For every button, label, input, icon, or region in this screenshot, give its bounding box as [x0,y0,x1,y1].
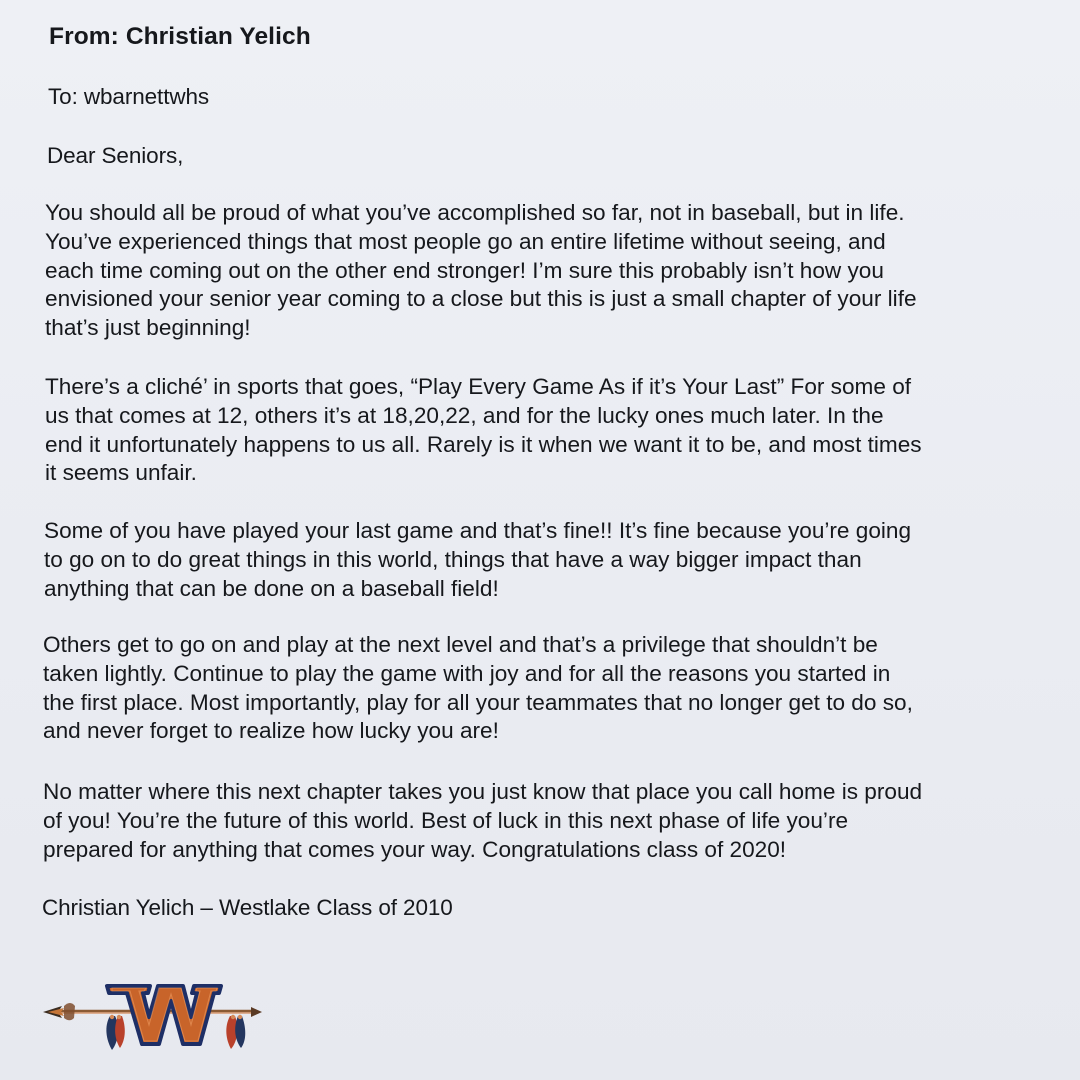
paragraph-line: it seems unfair. [45,460,197,486]
letter-paragraph-1 [45,199,917,343]
paragraph-line: Some of you have played your last game and that’s fine!! It’s fine because you’re going [44,518,912,543]
letter-to: To: wbarnettwhs [48,84,210,109]
paragraph-line: envisioned your senior year coming to a close but this is just a small chapter of your life [45,286,917,312]
paragraph-line: You’ve experienced things that most people go an entire lifetime without seeing, and [45,228,886,254]
letter-paragraph-5 [43,778,922,864]
paragraph-line: There’s a cliché’ in sports that goes, “Play Every Game As if it’s Your Last” For some of [45,374,912,399]
westlake-w-arrow-logo-icon [40,978,266,1056]
paragraph-line: us that comes at 12, others it’s at 18,20,22, and for the lucky ones much later. In the [45,402,884,428]
letter-paragraph-2 [45,373,922,488]
paragraph-line: and never forget to realize how lucky you are! [43,718,499,744]
paragraph-line: each time coming out on the other end stronger! I’m sure this probably isn’t how you [45,257,884,283]
paragraph-line: taken lightly. Continue to play the game with joy and for all the reasons you started in [43,660,891,686]
letter-signoff: Christian Yelich – Westlake Class of 2010 [42,895,453,920]
paragraph-line: that’s just beginning! [45,315,251,341]
letter-salutation: Dear Seniors, [47,143,184,168]
paragraph-line: to go on to do great things in this world, things that have a way bigger impact than [44,546,862,572]
paragraph-line: the first place. Most importantly, play for all your teammates that no longer get to do so, [43,689,913,715]
letter-paragraph-3 [44,517,911,603]
paragraph-line: of you! You’re the future of this world. Best of luck in this next phase of life you’re [43,807,849,833]
paragraph-line: end it unfortunately happens to us all. Rarely is it when we want it to be, and most times [45,431,922,457]
letter-paragraph-4 [43,631,913,746]
paragraph-line: prepared for anything that comes your way. Congratulations class of 2020! [43,836,787,862]
letter-from: From: Christian Yelich [49,23,311,50]
paragraph-line: You should all be proud of what you’ve accomplished so far, not in baseball, but in life. [45,200,905,225]
paragraph-line: Others get to go on and play at the next level and that’s a privilege that shouldn’t be [43,632,878,657]
paragraph-line: anything that can be done on a baseball field! [44,575,499,601]
paragraph-line: No matter where this next chapter takes you just know that place you call home is proud [43,779,923,804]
